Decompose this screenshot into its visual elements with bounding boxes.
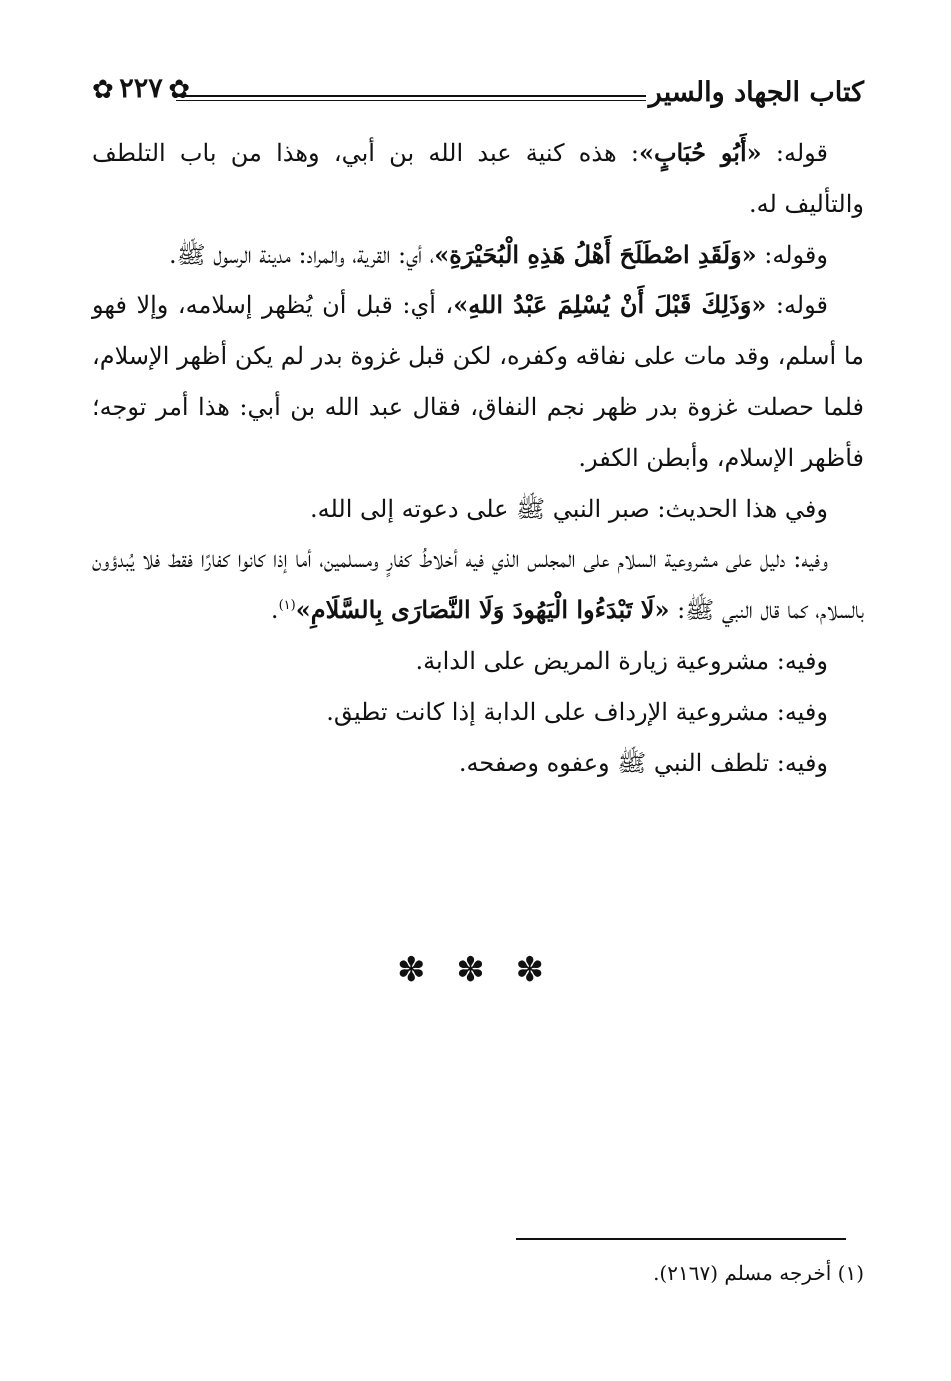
hadith-quote: «لَا تَبْدَءُوا الْيَهُودَ وَلَا النَّصَارَى بِالسَّلَامِ» [295,595,670,625]
running-title: كتاب الجهاد والسير [648,77,864,108]
paragraph-riding: وفيه: مشروعية الإرداف على الدابة إذا كانت تطيق. [326,697,828,726]
paragraph-buhayra [92,230,864,281]
paragraph-text: وفيه: دليل على مشروعية السلام على المجلس الذي فيه أخلاطُ كفارٍ ومسلمين، أما إذا كانوا كفارًا فقط فلا يُبدؤون بالسلام، كما قال النبي ﷺ: [92,545,864,625]
ornament-right-icon: ✿ [168,75,190,105]
paragraph-text: ، أي: قبل أن يُظهر إسلامه، وإلا فهو ما أسلم، وقد مات على نفاقه وكفره، لكن قبل غزوة بدر لم يكن أظهر الإسلام، فلما حصلت غزوة بدر ظهر نجم النفاق، فقال عبد الله بن أبي: هذا أمر توجه؛ فأظهر الإسلام، وأبطن الكفر. [92,291,864,472]
paragraph-lead: وقوله: [756,240,828,269]
page-number: ٢٢٧ [119,73,163,104]
paragraph-visiting-sick: وفيه: مشروعية زيارة المريض على الدابة. [415,646,828,675]
section-separator-icon: ✽ ✽ ✽ [396,950,555,990]
paragraph-text: : هذه كنية عبد الله بن أبي، وهذا من باب التلطف والتأليف له. [92,139,864,218]
footnote: (١) أخرجه مسلم (٢١٦٧). [653,1261,864,1285]
paragraph-text: ، أي: القرية، والمراد: مدينة الرسول ﷺ. [169,240,435,269]
paragraph-before-islam [92,280,864,483]
paragraph-abu-hubab [92,128,864,230]
footnote-rule [516,1238,846,1240]
paragraph-greeting [92,534,864,636]
header-rule [176,95,646,97]
page-number-frame [92,68,190,112]
hadith-quote: «وَلَقَدِ اصْطَلَحَ أَهْلُ هَذِهِ الْبُحَيْرَةِ» [434,239,757,269]
footnote-reference[interactable]: (١) [278,598,296,614]
body-text [92,128,864,788]
hadith-quote: «أَبُو حُبَابٍ» [638,138,762,167]
paragraph-lead: قوله: [761,139,829,167]
hadith-quote: «وَذَلِكَ قَبْلَ أَنْ يُسْلِمَ عَبْدُ اللهِ» [453,290,767,320]
paragraph-lead: قوله: [766,291,828,320]
paragraph-end: . [270,596,279,625]
ornament-left-icon: ✿ [92,75,114,105]
paragraph-kindness: وفيه: تلطف النبي ﷺ وعفوه وصفحه. [458,748,828,777]
page-header [92,68,864,116]
paragraph-patience: وفي هذا الحديث: صبر النبي ﷺ على دعوته إلى الله. [309,494,828,523]
